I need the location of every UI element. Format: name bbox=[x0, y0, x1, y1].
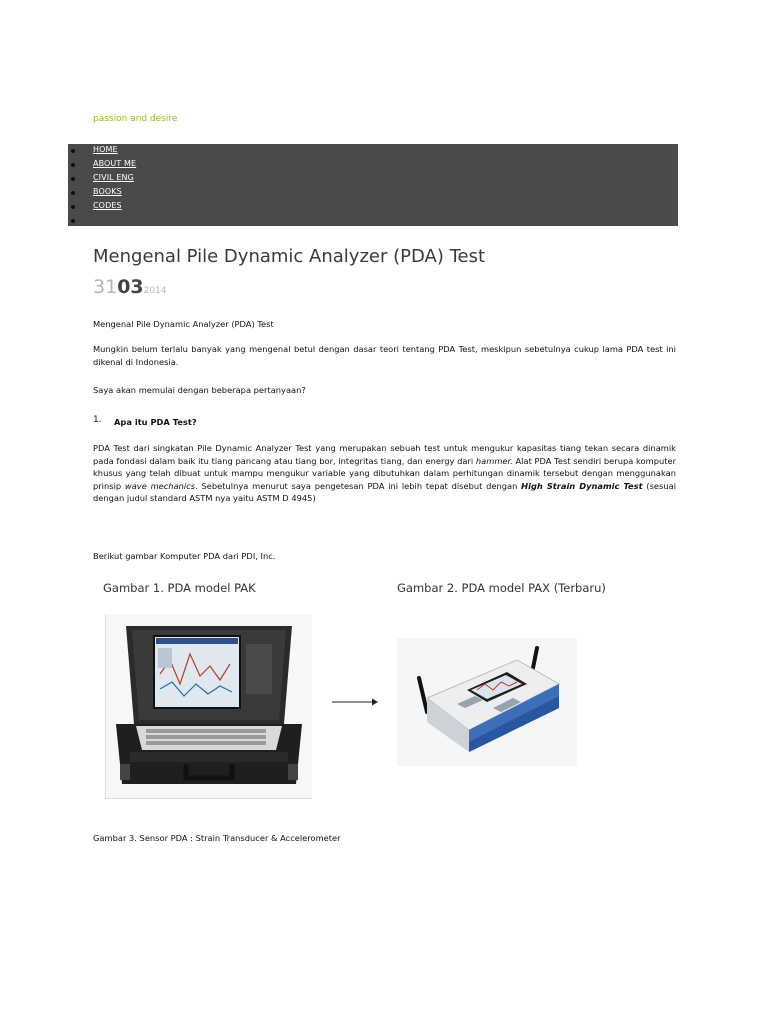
list-number: 1. bbox=[93, 415, 102, 425]
figure-3-caption: Gambar 3. Sensor PDA : Strain Transducer & Accelerometer bbox=[93, 833, 341, 843]
bullet-icon bbox=[71, 219, 75, 223]
nav-item-codes bbox=[68, 200, 368, 214]
para-text-b: Alat PDA Test sendiri berupa komputer khusus yang telah dibuat untuk mampu mengukur variable yang dibutuhkan dalam perhitungan dinamik tersebut dengan menggunakan prinsip bbox=[93, 455, 676, 491]
post-title: Mengenal Pile Dynamic Analyzer (PDA) Test bbox=[93, 246, 486, 267]
para-text-d: (sesuai dengan judul standard ASTM nya yaitu ASTM D 4945) bbox=[93, 480, 677, 503]
question-intro: Saya akan memulai dengan beberapa pertanyaan? bbox=[93, 385, 306, 395]
description-paragraph bbox=[93, 442, 676, 505]
main-navbar bbox=[68, 144, 678, 226]
site-tagline: passion and desire bbox=[93, 114, 178, 124]
intro-paragraph: Mungkin belum terlalu banyak yang mengenal betul dengan dasar teori tentang PDA Test, meskipun sebetulnya cukup lama PDA test ini dikenal di Indonesia. bbox=[93, 344, 676, 367]
para-text-c: . Sebetulnya menurut saya pengetesan PDA ini lebih tepat disebut dengan bbox=[195, 480, 522, 491]
nav-item-about-me bbox=[68, 158, 368, 172]
bullet-icon bbox=[71, 205, 75, 209]
figures-intro: Berikut gambar Komputer PDA dari PDI, Inc. bbox=[93, 551, 276, 561]
list-item-label: Apa itu PDA Test? bbox=[114, 417, 197, 427]
para-italic-hammer: hammer. bbox=[475, 455, 513, 466]
para-italic-wave: wave mechanics bbox=[124, 480, 196, 491]
date-month: 03 bbox=[117, 276, 144, 298]
figure-2-caption: Gambar 2. PDA model PAX (Terbaru) bbox=[397, 581, 606, 595]
bullet-icon bbox=[71, 149, 75, 153]
nav-item-home bbox=[68, 144, 368, 158]
nav-link-about-me[interactable]: ABOUT ME bbox=[93, 159, 137, 168]
nav-link-home[interactable]: HOME bbox=[93, 145, 118, 154]
right-arrow-icon bbox=[332, 697, 378, 707]
nav-item-civil-eng bbox=[68, 172, 368, 186]
nav-item-empty bbox=[68, 214, 368, 228]
nav-link-codes[interactable]: CODES bbox=[93, 201, 122, 210]
nav-link-civil-eng[interactable]: CIVIL ENG bbox=[93, 173, 134, 182]
bullet-icon bbox=[71, 163, 75, 167]
figure-1-image bbox=[105, 614, 312, 799]
para-bold-hsdt: High Strain Dynamic Test bbox=[521, 480, 643, 491]
date-day: 31 bbox=[93, 276, 118, 298]
bullet-icon bbox=[71, 177, 75, 181]
pda-pax-illustration bbox=[397, 638, 577, 766]
bullet-icon bbox=[71, 191, 75, 195]
figure-2-image bbox=[397, 638, 577, 766]
para-text-a: PDA Test dari singkatan Pile Dynamic Analyzer Test yang merupakan sebuah test untuk mengukur kapasitas tiang tekan secara dinamik pada fondasi dalam baik itu tiang pancang atau tiang bor, integritas tiang, dan energy dari bbox=[93, 443, 676, 466]
figure-1-caption: Gambar 1. PDA model PAK bbox=[103, 581, 256, 595]
nav-link-books[interactable]: BOOKS bbox=[93, 187, 122, 196]
nav-item-books bbox=[68, 186, 368, 200]
post-heading: Mengenal Pile Dynamic Analyzer (PDA) Test bbox=[93, 319, 274, 329]
date-year: 2014 bbox=[143, 286, 167, 296]
post-date bbox=[93, 276, 167, 298]
pda-pak-illustration bbox=[106, 614, 312, 798]
